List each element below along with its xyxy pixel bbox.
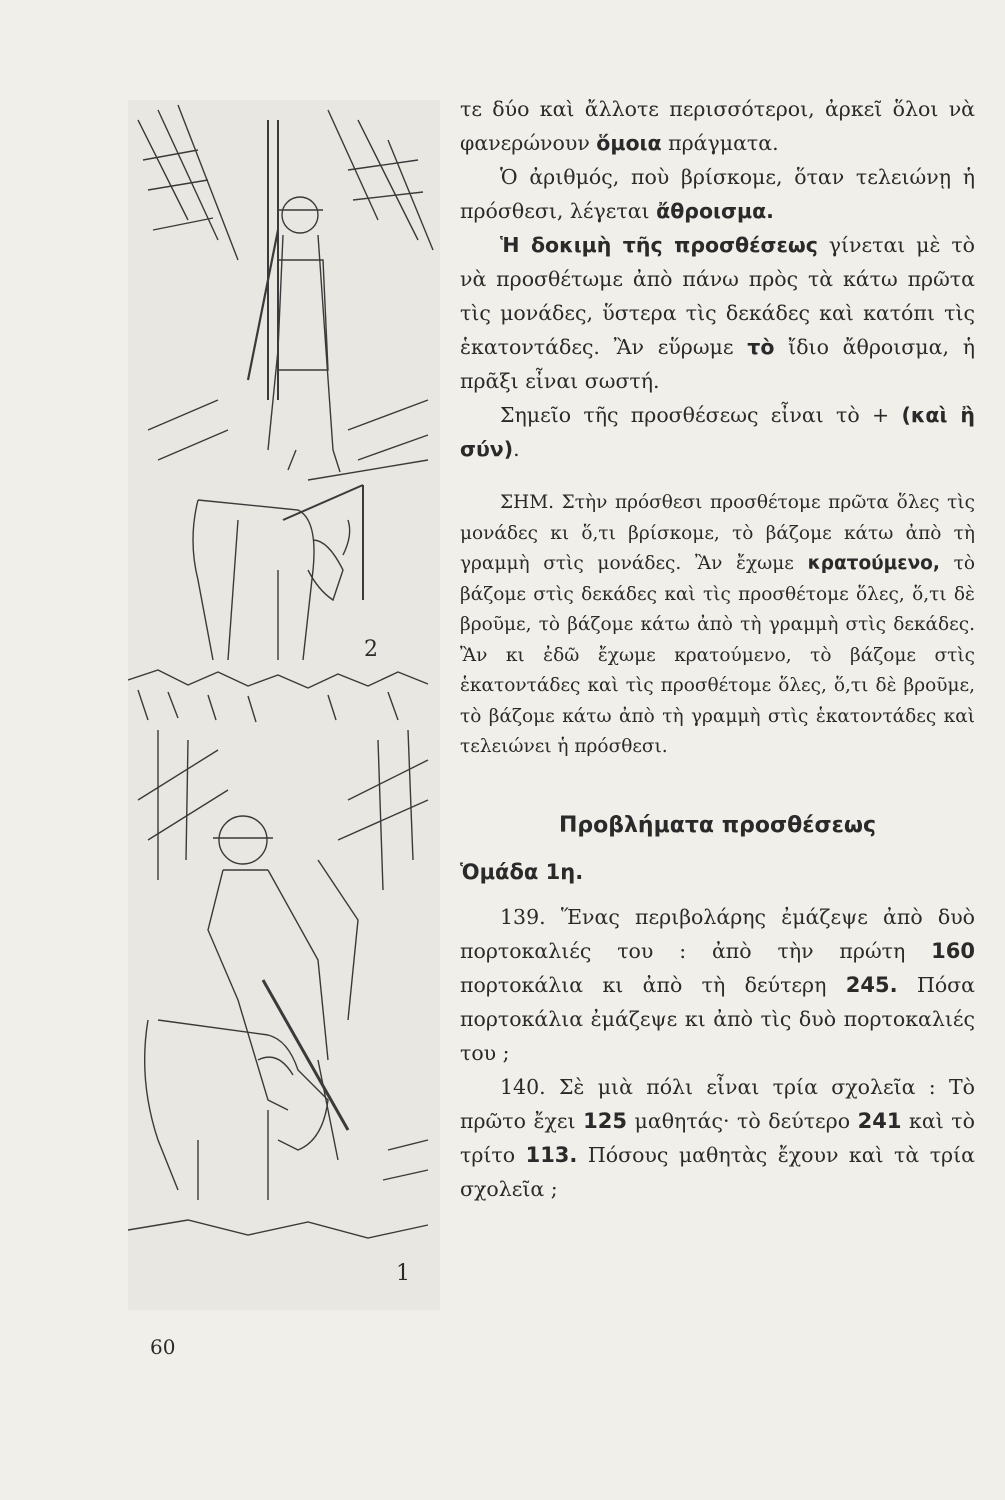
problem-140 [460,1070,975,1206]
page-number: 60 [150,1335,176,1359]
text-run: Σημεῖο τῆς προσθέσεως εἶναι τὸ + [500,403,902,427]
paragraph-sum-definition [460,160,975,228]
figure-label-2: 2 [364,637,378,662]
paragraph-addition-check [460,228,975,398]
text-run: 140. Σὲ μιὰ πόλι εἶναι τρία σχολεῖα : Τὸ πρῶτο ἔχει [460,1074,975,1133]
bold-term-athroisma: ἄθροισμα. [656,199,774,223]
text-run: τε δύο καὶ ἄλλοτε περισσότεροι, ἀρκεῖ ὅλοι νὰ φανερώνουν [460,97,975,155]
number-bold: 125 [583,1108,627,1133]
text-run: τὸ βάζομε στὶς δεκάδες καὶ τὶς προσθέτομε ὅλες, ὅ,τι δὲ βροῦμε, τὸ βάζομε κάτω ἀπὸ τὴ γραμμὴ στὶς δεκάδες. Ἂν κι ἐδῶ ἔχωμε κρατούμενο, τὸ βάζομε στὶς ἑκατοντάδες καὶ τὶς προσθέτομε ὅλες, ὅ,τι δὲ βροῦμε, τὸ βάζομε κάτω ἀπὸ τὴ γραμμὴ στὶς ἑκατοντάδες καὶ τελειώνει ἡ πρόσθεσι. [460,553,975,757]
number-bold: 241 [857,1108,902,1133]
sketch-illustration [128,100,440,1310]
text-run: καὶ τὸ τρίτο [460,1108,975,1167]
number-bold: 113. [525,1142,578,1167]
text-run: γίνεται μὲ τὸ νὰ προσθέτωμε ἀπὸ πάνω πρὸς τὰ κάτω πρῶτα τὶς μονάδες, ὕστερα τὶς δεκάδες καὶ κατόπι τὶς ἑκατοντάδες. Ἂν εὕρωμε [460,233,976,359]
text-run: Πόσους μαθητὰς ἔχουν καὶ τὰ τρία σχολεῖα ; [460,1142,975,1201]
bold-term: τὸ [747,335,775,359]
section-title: Προβλήματα προσθέσεως [558,812,877,838]
paragraph-continued [460,92,975,160]
figure-label-1: 1 [396,1261,410,1286]
group-title: Ὁμάδα 1η. [460,859,584,884]
bold-term-kai-syn: (καὶ ἢ σύν) [460,403,975,461]
bold-term-omoia: ὅμοια [596,131,662,155]
bold-term-check: Ἡ δοκιμὴ τῆς προσθέσεως [500,233,818,257]
text-run: . [513,437,520,461]
text-run: πορτοκάλια κι ἀπὸ τὴ δεύτερη [460,972,846,997]
illustration-panel [128,100,440,1310]
text-run: Ὁ ἀριθμός, ποὺ βρίσκομε, ὅταν τελειώνῃ ἡ πρόσθεσι, λέγεται [460,165,975,223]
text-run: πράγματα. [661,131,779,155]
number-bold: 160 [931,938,975,963]
number-bold: 245. [845,972,898,997]
text-run: ΣΗΜ. Στὴν πρόσθεσι προσθέτομε πρῶτα ὅλες τὶς μονάδες κι ὅ,τι βρίσκομε, τὸ βάζομε κάτω ἀπὸ τὴ γραμμὴ στὶς μονάδες. Ἂν ἔχωμε [460,492,975,574]
text-run: ἴδιο ἄθροισμα, ἡ πρᾶξι εἶναι σωστή. [460,335,975,393]
text-run: 139. Ἕνας περιβολάρης ἐμάζεψε ἀπὸ δυὸ πορτοκαλιές του : ἀπὸ τὴν πρώτη [460,904,975,963]
paragraph-plus-sign [460,398,975,466]
text-run: μαθητάς· τὸ δεύτερο [626,1108,858,1133]
text-column [460,92,975,1206]
problem-139 [460,900,975,1070]
bold-term-kratoumeno: κρατούμενο, [807,553,940,574]
note-paragraph [460,488,975,763]
text-run: Πόσα πορτοκάλια ἐμάζεψε κι ἀπὸ τὶς δυὸ πορτοκαλιές του ; [460,972,975,1065]
